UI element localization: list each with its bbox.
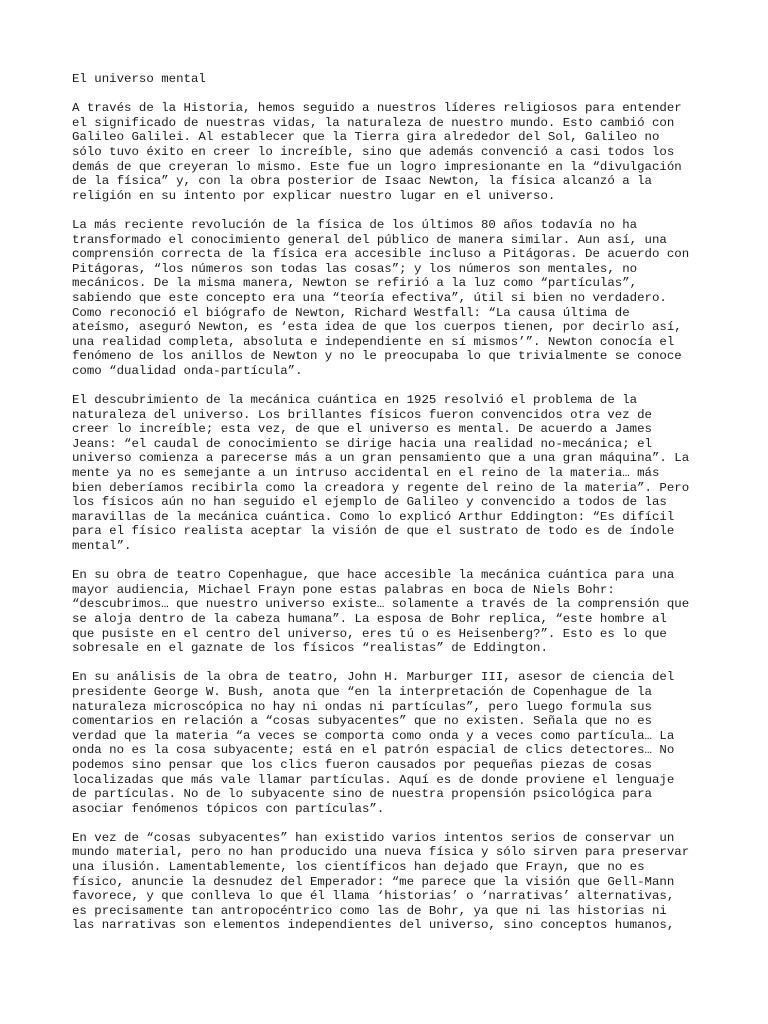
paragraph-line: A través de la Historia, hemos seguido a nuestros líderes religiosos para entender bbox=[72, 101, 682, 116]
paragraph bbox=[72, 101, 712, 203]
paragraph-line: podemos sino pensar que los clics fueron causados por pequeñas piezas de cosas bbox=[72, 757, 652, 772]
paragraph-line: maravillas de la mecánica cuántica. Como lo explicó Arthur Eddington: “Es difícil bbox=[72, 509, 675, 524]
paragraph-line: La más reciente revolución de la física de los últimos 80 años todavía no ha bbox=[72, 217, 638, 232]
paragraph-line: mente ya no es semejante a un intruso accidental en el reino de la materia… más bbox=[72, 466, 660, 481]
paragraph-line: se aloja dentro de la cabeza humana”. La esposa de Bohr replica, “este hombre al bbox=[72, 611, 667, 626]
document-page bbox=[72, 72, 712, 948]
paragraph-line: sobresale en el gaznate de los físicos “realistas” de Eddington. bbox=[72, 641, 548, 656]
paragraph-line: Como reconoció el biógrafo de Newton, Richard Westfall: “La causa última de bbox=[72, 305, 630, 320]
paragraph-line: mecánicos. De la misma manera, Newton se refirió a la luz como “partículas”, bbox=[72, 276, 638, 291]
paragraph-line: presidente George W. Bush, anota que “en la interpretación de Copenhague de la bbox=[72, 684, 652, 699]
paragraph-line: creer lo increíble; esta vez, de que el universo es mental. De acuerdo a James bbox=[72, 422, 652, 437]
paragraph-line: mundo material, pero no han producido una nueva física y sólo sirven para preservar bbox=[72, 845, 690, 860]
paragraph-line: El descubrimiento de la mecánica cuántica en 1925 resolvió el problema de la bbox=[72, 393, 638, 408]
paragraph-line: bien deberíamos recibirla como la creadora y regente del reino de la materia”. Pero bbox=[72, 480, 690, 495]
paragraph-line: Jeans: “el caudal de conocimiento se dirige hacia una realidad no-mecánica; el bbox=[72, 436, 652, 451]
paragraph-line: ateísmo, aseguró Newton, es ‘esta idea de que los cuerpos tienen, por decirlo así, bbox=[72, 320, 682, 335]
paragraph-line: fenómeno de los anillos de Newton y no le preocupaba lo que trivialmente se conoce bbox=[72, 349, 682, 364]
paragraph bbox=[72, 568, 712, 656]
paragraph-line: es precisamente tan antropocéntrico como las de Bohr, ya que ni las historias ni bbox=[72, 903, 667, 918]
paragraph-line: religión en su intento por explicar nuestro lugar en el universo. bbox=[72, 188, 556, 203]
paragraph bbox=[72, 393, 712, 554]
paragraph-line: En su obra de teatro Copenhague, que hace accesible la mecánica cuántica para una bbox=[72, 568, 675, 583]
paragraph bbox=[72, 670, 712, 816]
paragraph-line: sabiendo que este concepto era una “teoría efectiva”, útil si bien no verdadero. bbox=[72, 290, 667, 305]
paragraph-line: favorece, y que conlleva lo que él llama ‘historias’ o ‘narrativas’ alternativas, bbox=[72, 889, 675, 904]
paragraph-line: universo comienza a parecerse más a un gran pensamiento que a una gran máquina”. La bbox=[72, 451, 690, 466]
paragraph-line: En vez de “cosas subyacentes” han existido varios intentos serios de conservar un bbox=[72, 830, 675, 845]
document-body bbox=[72, 101, 712, 933]
paragraph bbox=[72, 218, 712, 379]
paragraph-line: transformado el conocimiento general del público de manera similar. Aun así, una bbox=[72, 232, 667, 247]
paragraph-line: sólo tuvo éxito en creer lo increíble, sino que además convenció a casi todos los bbox=[72, 144, 675, 159]
paragraph-line: mayor audiencia, Michael Frayn pone estas palabras en boca de Niels Bohr: bbox=[72, 582, 615, 597]
paragraph-line: “descubrimos… que nuestro universo existe… solamente a través de la comprensión que bbox=[72, 597, 690, 612]
paragraph-line: de partículas. No de lo subyacente sino de nuestra propensión psicológica para bbox=[72, 787, 652, 802]
paragraph-line: asociar fenómenos tópicos con partículas”. bbox=[72, 801, 385, 816]
paragraph-line: Pitágoras, “los números son todas las cosas”; y los números son mentales, no bbox=[72, 261, 638, 276]
paragraph-line: comentarios en relación a “cosas subyacentes” que no existen. Señala que no es bbox=[72, 714, 652, 729]
paragraph-line: una realidad completa, absoluta e independiente en sí mismos’”. Newton conocía el bbox=[72, 334, 675, 349]
paragraph-line: las narrativas son elementos independientes del universo, sino conceptos humanos, bbox=[72, 918, 675, 933]
paragraph-line: el significado de nuestras vidas, la naturaleza de nuestro mundo. Esto cambió con bbox=[72, 115, 675, 130]
document-title: El universo mental bbox=[72, 72, 206, 86]
paragraph-line: para el físico realista aceptar la visión de que el sustrato de todo es de índole bbox=[72, 524, 675, 539]
paragraph-line: físico, anuncie la desnudez del Emperador: “me parece que la visión que Gell-Mann bbox=[72, 874, 675, 889]
paragraph-line: verdad que la materia “a veces se comporta como onda y a veces como partícula… La bbox=[72, 728, 675, 743]
paragraph-line: mental”. bbox=[72, 539, 132, 553]
paragraph-line: localizadas que más vale llamar partículas. Aquí es de donde proviene el lenguaje bbox=[72, 772, 675, 787]
paragraph-line: naturaleza del universo. Los brillantes físicos fueron convencidos otra vez de bbox=[72, 407, 652, 422]
paragraph-line: que pusiste en el centro del universo, eres tú o es Heisenberg?”. Esto es lo que bbox=[72, 626, 667, 641]
paragraph-line: comprensión correcta de la física era accesible incluso a Pitágoras. De acuerdo con bbox=[72, 247, 690, 262]
paragraph-line: los físicos aún no han seguido el ejemplo de Galileo y convencido a todos de las bbox=[72, 495, 667, 510]
paragraph-line: demás de que creyeran lo mismo. Este fue un logro impresionante en la “divulgación bbox=[72, 159, 682, 174]
paragraph-line: onda no es la cosa subyacente; está en el patrón espacial de clics detectores… No bbox=[72, 743, 675, 758]
paragraph bbox=[72, 831, 712, 933]
paragraph-line: naturaleza microscópica no hay ni ondas ni partículas”, pero luego formula sus bbox=[72, 699, 652, 714]
paragraph-line: En su análisis de la obra de teatro, John H. Marburger III, asesor de ciencia del bbox=[72, 670, 675, 685]
paragraph-line: una ilusión. Lamentablemente, los científicos han dejado que Frayn, que no es bbox=[72, 860, 645, 875]
paragraph-line: Galileo Galilei. Al establecer que la Tierra gira alrededor del Sol, Galileo no bbox=[72, 130, 660, 145]
paragraph-line: de la física” y, con la obra posterior de Isaac Newton, la física alcanzó a la bbox=[72, 174, 652, 189]
paragraph-line: como “dualidad onda-partícula”. bbox=[72, 363, 303, 378]
